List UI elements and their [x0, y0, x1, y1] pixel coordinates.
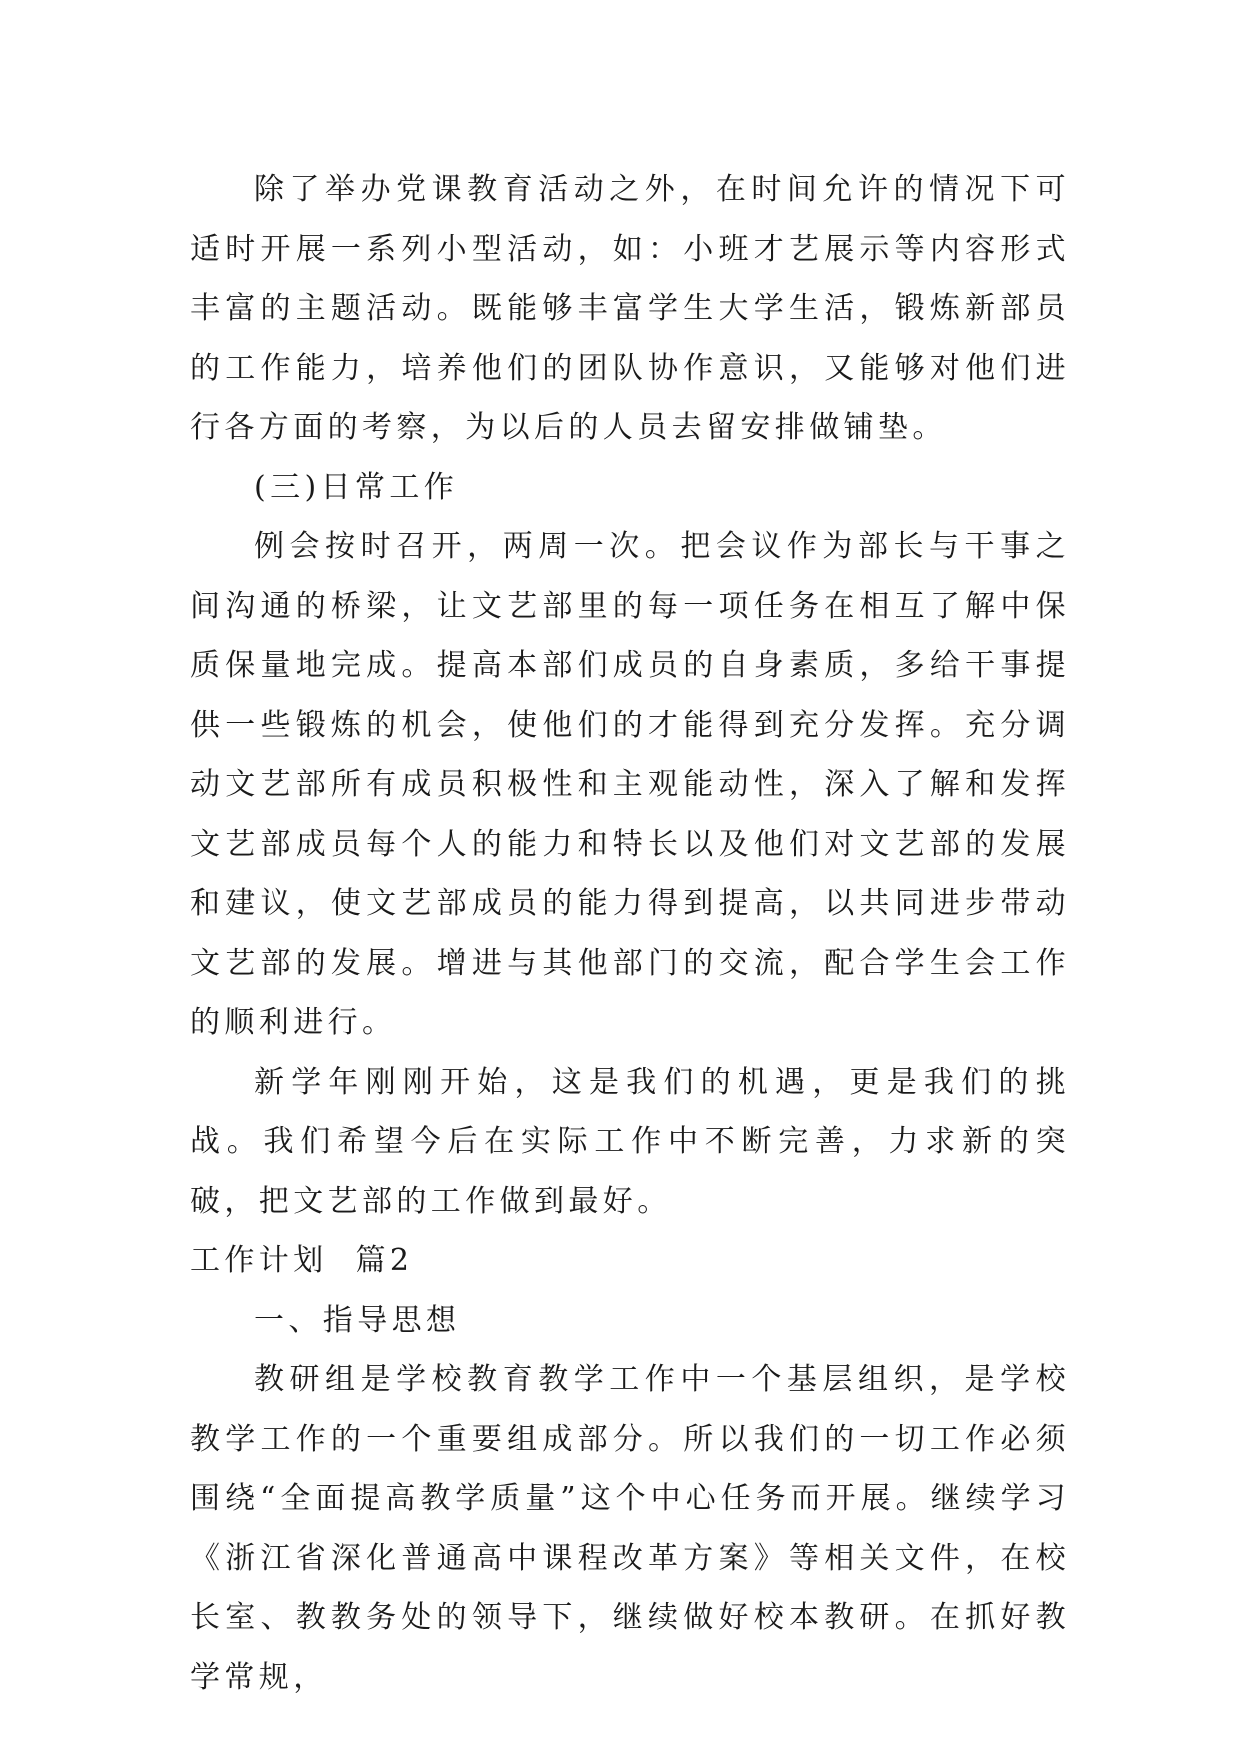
paragraph-new-year: 新学年刚刚开始，这是我们的机遇，更是我们的挑战。我们希望今后在实际工作中不断完善，力求新的突破，把文艺部的工作做到最好。	[190, 1064, 1070, 1219]
paragraph-meetings: 例会按时召开，两周一次。把会议作为部长与干事之间沟通的桥梁，让文艺部里的每一项任务在相互了解中保质保量地完成。提高本部们成员的自身素质，多给干事提供一些锻炼的机会，使他们的才能得到充分发挥。充分调动文艺部所有成员积极性和主观能动性，深入了解和发挥文艺部成员每个人的能力和特长以及他们对文艺部的发展和建议，使文艺部成员的能力得到提高，以共同进步带动文艺部的发展。增进与其他部门的交流，配合学生会工作的顺利进行。	[190, 529, 1070, 1040]
section-heading-plan-2: 工作计划 篇2	[190, 1243, 414, 1278]
paragraph-teaching-group: 教研组是学校教育教学工作中一个基层组织，是学校教学工作的一个重要组成部分。所以我们的一切工作必须围绕“全面提高教学质量”这个中心任务而开展。继续学习《浙江省深化普通高中课程改革方案》等相关文件，在校长室、教教务处的领导下，继续做好校本教研。在抓好教学常规，	[190, 1362, 1070, 1695]
document-body	[190, 160, 1070, 1707]
subheading-daily-work: (三)日常工作	[254, 469, 459, 505]
paragraph-activities: 除了举办党课教育活动之外，在时间允许的情况下可适时开展一系列小型活动，如：小班才艺展示等内容形式丰富的主题活动。既能够丰富学生大学生活，锻炼新部员的工作能力，培养他们的团队协作意识，又能够对他们进行各方面的考察，为以后的人员去留安排做铺垫。	[190, 172, 1070, 445]
subheading-guiding-ideology: 一、指导思想	[254, 1302, 461, 1338]
